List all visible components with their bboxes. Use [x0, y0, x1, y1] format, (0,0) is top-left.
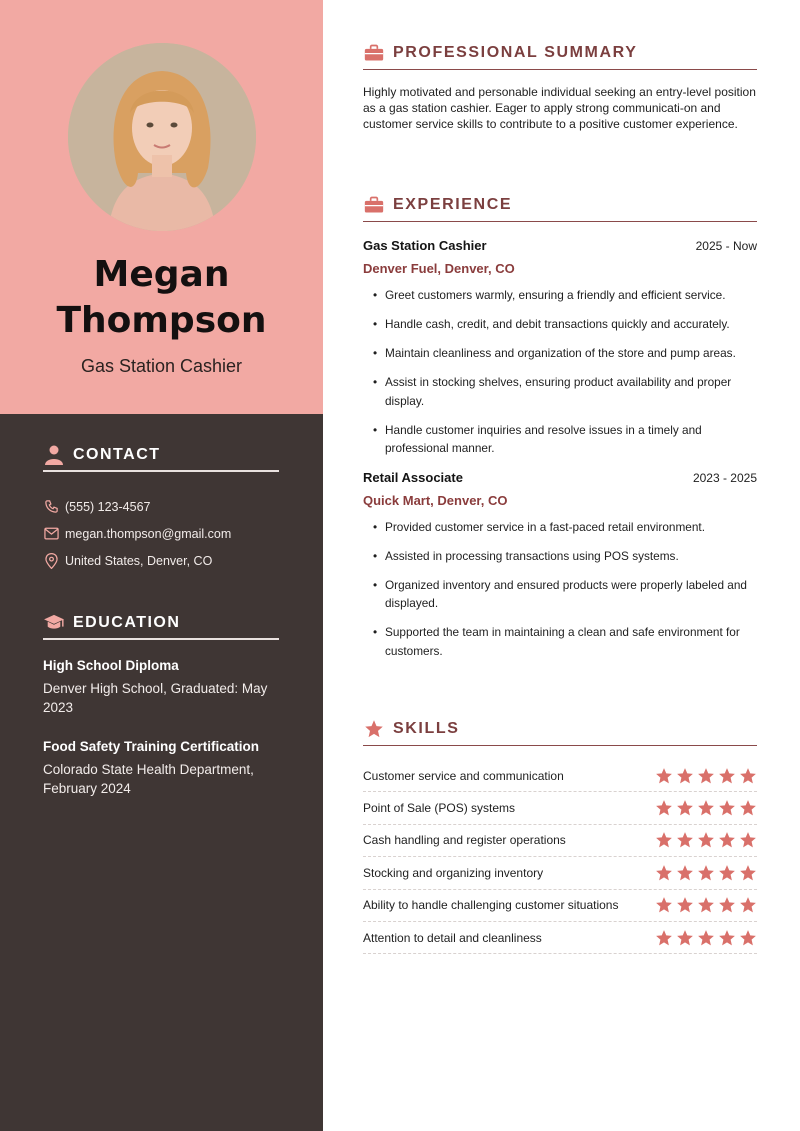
- bullet-item: • Assist in stocking shelves, ensuring product availability and proper display.: [373, 373, 757, 410]
- job-title: Retail Associate: [363, 469, 463, 485]
- contact-title: CONTACT: [73, 446, 161, 463]
- education-item-title: Food Safety Training Certification: [43, 739, 260, 754]
- profile-header: [0, 0, 323, 414]
- star-icon: [718, 767, 736, 785]
- star-icon: [676, 831, 694, 849]
- skill-rating: [655, 929, 757, 947]
- bullet-item: • Provided customer service in a fast-paced retail environment.: [373, 518, 757, 537]
- profile-photo: [68, 43, 256, 231]
- job-role: Gas Station Cashier: [80, 356, 243, 376]
- summary-text: Highly motivated and personable individual seeking an entry-level position as a gas station cashier. Eager to apply strong communicati-on and customer service skills to contribute to a positive customer experience.: [363, 85, 756, 131]
- star-icon: [655, 929, 673, 947]
- star-icon: [718, 929, 736, 947]
- skill-row: [363, 922, 757, 954]
- experience-title: EXPERIENCE: [393, 195, 513, 213]
- skill-row: [363, 792, 757, 824]
- job-bullets: [363, 286, 757, 458]
- education-item: [43, 739, 279, 798]
- summary-title: PROFESSIONAL SUMMARY: [393, 43, 638, 61]
- summary-section: [363, 40, 757, 132]
- person-name: [0, 252, 323, 344]
- star-icon: [676, 767, 694, 785]
- name-first: Megan: [93, 254, 230, 295]
- job-bullets: [363, 518, 757, 661]
- star-icon: [718, 831, 736, 849]
- skill-row: [363, 760, 757, 792]
- star-icon: [676, 896, 694, 914]
- education-section: [43, 614, 279, 798]
- bullet-item: • Greet customers warmly, ensuring a friendly and efficient service.: [373, 286, 757, 305]
- skills-heading: [363, 716, 757, 746]
- graduation-cap-icon: [43, 613, 65, 633]
- skill-name: Customer service and communication: [363, 768, 564, 783]
- sidebar: [0, 0, 323, 1131]
- skills-title: SKILLS: [393, 719, 460, 737]
- person-icon: [43, 445, 65, 465]
- job-title: Gas Station Cashier: [363, 238, 487, 253]
- bullet-item: • Organized inventory and ensured products were properly labeled and displayed.: [373, 576, 757, 613]
- education-item: [43, 658, 279, 717]
- star-icon: [739, 929, 757, 947]
- email-text: megan.thompson@gmail.com: [65, 526, 232, 541]
- star-icon: [739, 799, 757, 817]
- skill-row: [363, 890, 757, 922]
- star-icon: [739, 896, 757, 914]
- bullet-item: • Handle cash, credit, and debit transactions quickly and accurately.: [373, 315, 757, 334]
- bullet-item: • Assisted in processing transactions using POS systems.: [373, 547, 757, 566]
- star-icon: [655, 831, 673, 849]
- skills-section: [363, 716, 757, 954]
- star-icon: [739, 864, 757, 882]
- bullet-item: • Supported the team in maintaining a clean and safe environment for customers.: [373, 623, 757, 660]
- name-last: Thompson: [56, 300, 267, 341]
- star-icon: [697, 831, 715, 849]
- star-icon: [697, 864, 715, 882]
- star-icon: [739, 831, 757, 849]
- star-icon: [718, 799, 736, 817]
- contact-email: [43, 520, 279, 547]
- star-icon: [739, 767, 757, 785]
- job-entry: [363, 470, 757, 661]
- skill-row: [363, 857, 757, 889]
- skill-name: Stocking and organizing inventory: [363, 865, 544, 880]
- star-icon: [718, 896, 736, 914]
- star-icon: [655, 799, 673, 817]
- skill-name: Cash handling and register operations: [363, 833, 566, 848]
- contact-phone: [43, 493, 279, 520]
- education-item-detail: Colorado State Health Department, February 2024: [43, 762, 254, 796]
- star-icon: [718, 864, 736, 882]
- star-icon: [697, 929, 715, 947]
- star-icon: [363, 719, 385, 739]
- envelope-icon: [43, 526, 59, 542]
- job-company: Denver Fuel, Denver, CO: [363, 261, 515, 276]
- star-icon: [676, 799, 694, 817]
- education-title: EDUCATION: [73, 614, 181, 631]
- contact-section: [43, 446, 279, 574]
- education-item-title: High School Diploma: [43, 658, 179, 673]
- star-icon: [697, 896, 715, 914]
- job-entry: [363, 238, 757, 458]
- portrait-illustration: [68, 43, 256, 231]
- skill-rating: [655, 896, 757, 914]
- skill-row: [363, 825, 757, 857]
- skill-name: Attention to detail and cleanliness: [363, 930, 542, 945]
- bullet-item: • Handle customer inquiries and resolve issues in a timely and professional manner.: [373, 421, 757, 458]
- star-icon: [697, 767, 715, 785]
- job-company: Quick Mart, Denver, CO: [363, 492, 508, 508]
- bullet-item: • Maintain cleanliness and organization of the store and pump areas.: [373, 344, 757, 363]
- briefcase-icon: [363, 43, 385, 63]
- location-pin-icon: [43, 553, 59, 569]
- star-icon: [655, 864, 673, 882]
- skill-name: Point of Sale (POS) systems: [363, 801, 516, 816]
- briefcase-icon: [363, 195, 385, 215]
- skills-list: [363, 760, 757, 954]
- education-item-detail: Denver High School, Graduated: May 2023: [43, 681, 268, 715]
- experience-section: [363, 192, 757, 671]
- location-text: United States, Denver, CO: [65, 553, 213, 568]
- summary-heading: [363, 40, 757, 70]
- job-dates: 2023 - 2025: [692, 470, 757, 485]
- job-dates: 2025 - Now: [695, 239, 757, 253]
- star-icon: [676, 864, 694, 882]
- star-icon: [676, 929, 694, 947]
- experience-heading: [363, 192, 757, 222]
- skill-rating: [655, 799, 757, 817]
- phone-icon: [43, 499, 59, 515]
- star-icon: [697, 799, 715, 817]
- skill-name: Ability to handle challenging customer situations: [363, 898, 619, 913]
- education-heading: [43, 614, 279, 640]
- star-icon: [655, 896, 673, 914]
- star-icon: [655, 767, 673, 785]
- contact-heading: [43, 446, 279, 472]
- phone-text: (555) 123-4567: [65, 499, 151, 514]
- skill-rating: [655, 864, 757, 882]
- skill-rating: [655, 831, 757, 849]
- contact-location: [43, 547, 279, 574]
- skill-rating: [655, 767, 757, 785]
